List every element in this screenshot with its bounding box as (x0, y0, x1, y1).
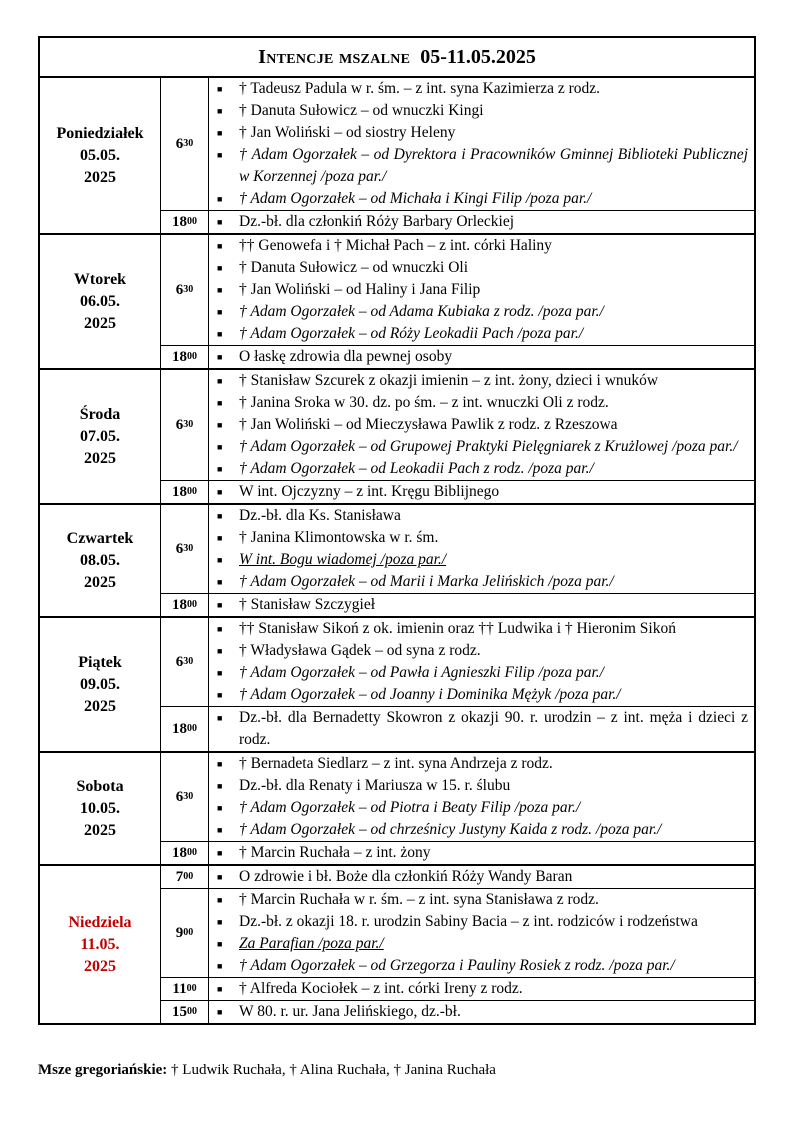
mass-time (161, 235, 209, 345)
mass-time (161, 481, 209, 503)
mass-minutes: 00 (183, 926, 194, 938)
mass-hour: 18 (172, 483, 187, 500)
mass-slots (161, 866, 754, 1023)
intention-text: Dz.-bł. z okazji 18. r. urodzin Sabiny Bacia – z int. rodziców i rodzeństwa (239, 913, 698, 930)
mass-slot (161, 370, 754, 481)
intention-item (217, 707, 748, 751)
intention-item (217, 458, 748, 480)
day-row (40, 866, 754, 1023)
mass-hour: 6 (175, 416, 184, 433)
day-year: 2025 (84, 314, 116, 332)
intention-list (209, 594, 754, 616)
title-prefix: Intencje mszalne (258, 46, 411, 68)
mass-minutes: 30 (183, 137, 194, 149)
square-bullet-icon: ■ (217, 917, 223, 927)
intention-text: † Adam Ogorzałek – od Marii i Marka Jelińskich /poza par./ (239, 573, 614, 590)
intention-text: † Janina Klimontowska w r. śm. (239, 529, 439, 546)
mass-time (161, 707, 209, 751)
mass-slots (161, 370, 754, 503)
intention-item (217, 414, 748, 436)
intention-text: † Adam Ogorzałek – od Piotra i Beaty Filip /poza par./ (239, 799, 581, 816)
intention-text: Dz.-bł. dla członkiń Róży Barbary Orleckiej (239, 213, 515, 230)
intention-item (217, 505, 748, 527)
day-row (40, 618, 754, 753)
square-bullet-icon: ■ (217, 939, 223, 949)
day-label (40, 618, 161, 751)
square-bullet-icon: ■ (217, 487, 223, 497)
day-row (40, 78, 754, 235)
intention-item (217, 1001, 748, 1023)
day-date: 05.05. (80, 146, 120, 164)
intention-list (209, 211, 754, 233)
square-bullet-icon: ■ (217, 84, 223, 94)
mass-minutes: 30 (183, 418, 194, 430)
footer-label: Msze gregoriańskie: (38, 1062, 168, 1078)
intention-text: † Adam Ogorzałek – od Grzegorza i Pauliny Rosiek z rodz. /poza par./ (239, 957, 675, 974)
mass-hour: 7 (175, 868, 184, 885)
intention-item (217, 866, 748, 888)
mass-slot (161, 481, 754, 503)
day-row (40, 235, 754, 370)
mass-hour: 6 (175, 281, 184, 298)
intention-item (217, 122, 748, 144)
intention-text: Za Parafian /poza par./ (239, 935, 384, 952)
mass-time (161, 978, 209, 1000)
mass-slots (161, 618, 754, 751)
square-bullet-icon: ■ (217, 128, 223, 138)
intention-item (217, 211, 748, 233)
intention-item (217, 527, 748, 549)
intention-item (217, 662, 748, 684)
day-date: 07.05. (80, 427, 120, 445)
intention-text: † Adam Ogorzałek – od Grupowej Praktyki Pielęgniarek z Krużlowej /poza par./ (239, 438, 738, 455)
day-name: Czwartek (66, 529, 134, 547)
mass-minutes: 00 (187, 215, 197, 227)
page-title (40, 38, 754, 78)
mass-hour: 9 (175, 924, 184, 941)
day-label (40, 235, 161, 368)
day-label (40, 505, 161, 616)
mass-minutes: 00 (183, 870, 194, 882)
intention-item (217, 684, 748, 706)
square-bullet-icon: ■ (217, 217, 223, 227)
intention-item (217, 955, 748, 977)
intention-item (217, 144, 748, 188)
intention-text: O zdrowie i bł. Boże dla członkiń Róży Wandy Baran (239, 868, 573, 885)
day-name: Poniedziałek (56, 124, 144, 142)
mass-slot (161, 753, 754, 842)
intention-text: † Jan Woliński – od siostry Heleny (239, 124, 456, 141)
intention-text: † Bernadeta Siedlarz – z int. syna Andrzeja z rodz. (239, 755, 553, 772)
intention-list (209, 78, 754, 210)
day-year: 2025 (84, 168, 116, 186)
mass-hour: 6 (175, 540, 184, 557)
mass-slot (161, 346, 754, 368)
square-bullet-icon: ■ (217, 150, 223, 160)
day-year: 2025 (84, 957, 116, 975)
day-date: 09.05. (80, 675, 120, 693)
mass-slots (161, 753, 754, 864)
square-bullet-icon: ■ (217, 668, 223, 678)
intention-item (217, 323, 748, 345)
intention-text: † Stanisław Szczygieł (239, 596, 376, 613)
day-name: Wtorek (73, 270, 127, 288)
intention-text: † Janina Sroka w 30. dz. po śm. – z int. wnuczki Oli z rodz. (239, 394, 609, 411)
square-bullet-icon: ■ (217, 555, 223, 565)
day-label (40, 78, 161, 233)
square-bullet-icon: ■ (217, 464, 223, 474)
square-bullet-icon: ■ (217, 577, 223, 587)
intention-text: † Adam Ogorzałek – od Dyrektora i Pracowników Gminnej Biblioteki Publicznej w Korzennej /poza par./ (239, 146, 748, 185)
day-name: Piątek (78, 653, 122, 671)
intentions-table (38, 36, 756, 1025)
intention-item (217, 775, 748, 797)
intention-text: † Adam Ogorzałek – od Róży Leokadii Pach /poza par./ (239, 325, 584, 342)
square-bullet-icon: ■ (217, 781, 223, 791)
square-bullet-icon: ■ (217, 420, 223, 430)
mass-slot (161, 707, 754, 751)
mass-time (161, 78, 209, 210)
square-bullet-icon: ■ (217, 624, 223, 634)
intention-text: W 80. r. ur. Jana Jelińskiego, dz.-bł. (239, 1003, 461, 1020)
intention-list (209, 618, 754, 706)
intention-list (209, 235, 754, 345)
intention-item (217, 978, 748, 1000)
intention-list (209, 1001, 754, 1023)
intention-list (209, 707, 754, 751)
mass-minutes: 30 (183, 655, 194, 667)
mass-minutes: 00 (187, 350, 197, 362)
day-date: 08.05. (80, 551, 120, 569)
day-row (40, 370, 754, 505)
day-date: 11.05. (80, 935, 120, 953)
mass-slot (161, 889, 754, 978)
intention-text: †† Genowefa i † Michał Pach – z int. córki Haliny (239, 237, 552, 254)
mass-time (161, 618, 209, 706)
intention-item (217, 594, 748, 616)
intention-list (209, 866, 754, 888)
mass-hour: 18 (172, 348, 187, 365)
square-bullet-icon: ■ (217, 759, 223, 769)
square-bullet-icon: ■ (217, 600, 223, 610)
intention-text: † Jan Woliński – od Haliny i Jana Filip (239, 281, 481, 298)
mass-hour: 6 (175, 788, 184, 805)
square-bullet-icon: ■ (217, 442, 223, 452)
square-bullet-icon: ■ (217, 285, 223, 295)
square-bullet-icon: ■ (217, 376, 223, 386)
mass-slot (161, 505, 754, 594)
square-bullet-icon: ■ (217, 307, 223, 317)
intention-list (209, 889, 754, 977)
mass-minutes: 00 (187, 485, 197, 497)
mass-time (161, 346, 209, 368)
day-label (40, 370, 161, 503)
intention-text: † Danuta Sułowicz – od wnuczki Kingi (239, 102, 484, 119)
intention-item (217, 257, 748, 279)
day-name: Sobota (76, 777, 124, 795)
intention-item (217, 392, 748, 414)
intention-list (209, 842, 754, 864)
square-bullet-icon: ■ (217, 352, 223, 362)
mass-hour: 18 (172, 213, 187, 230)
square-bullet-icon: ■ (217, 241, 223, 251)
mass-time (161, 594, 209, 616)
square-bullet-icon: ■ (217, 106, 223, 116)
day-row (40, 753, 754, 866)
intention-text: Dz.-bł. dla Renaty i Mariusza w 15. r. ślubu (239, 777, 511, 794)
intention-text: † Adam Ogorzałek – od chrześnicy Justyny Kaida z rodz. /poza par./ (239, 821, 662, 838)
intention-list (209, 346, 754, 368)
mass-minutes: 00 (187, 1005, 197, 1017)
intention-text: W int. Bogu wiadomej /poza par./ (239, 551, 447, 568)
intention-text: † Adam Ogorzałek – od Joanny i Dominika Mężyk /poza par./ (239, 686, 621, 703)
mass-slot (161, 978, 754, 1001)
day-row (40, 505, 754, 618)
square-bullet-icon: ■ (217, 895, 223, 905)
intention-list (209, 505, 754, 593)
square-bullet-icon: ■ (217, 872, 223, 882)
mass-slot (161, 235, 754, 346)
intention-item (217, 842, 748, 864)
intention-text: † Alfreda Kociołek – z int. córki Ireny z rodz. (239, 980, 523, 997)
day-name: Środa (79, 405, 121, 423)
mass-slot (161, 594, 754, 616)
square-bullet-icon: ■ (217, 713, 223, 723)
square-bullet-icon: ■ (217, 984, 223, 994)
intention-text: † Danuta Sułowicz – od wnuczki Oli (239, 259, 469, 276)
mass-slot (161, 78, 754, 211)
intention-text: † Adam Ogorzałek – od Pawła i Agnieszki Filip /poza par./ (239, 664, 604, 681)
intention-text: † Marcin Ruchała – z int. żony (239, 844, 431, 861)
mass-time (161, 1001, 209, 1023)
mass-hour: 6 (175, 135, 184, 152)
intention-text: W int. Ojczyzny – z int. Kręgu Biblijnego (239, 483, 500, 500)
square-bullet-icon: ■ (217, 825, 223, 835)
intention-text: † Adam Ogorzałek – od Michała i Kingi Filip /poza par./ (239, 190, 592, 207)
mass-minutes: 00 (187, 598, 197, 610)
day-year: 2025 (84, 697, 116, 715)
intention-item (217, 571, 748, 593)
intention-item (217, 819, 748, 841)
square-bullet-icon: ■ (217, 646, 223, 656)
intention-item (217, 235, 748, 257)
intention-text: † Jan Woliński – od Mieczysława Pawlik z rodz. z Rzeszowa (239, 416, 618, 433)
mass-time (161, 505, 209, 593)
mass-slots (161, 78, 754, 233)
intention-item (217, 797, 748, 819)
mass-hour: 18 (172, 844, 187, 861)
day-year: 2025 (84, 821, 116, 839)
mass-time (161, 370, 209, 480)
mass-slot (161, 842, 754, 864)
mass-minutes: 30 (183, 542, 194, 554)
intention-item (217, 481, 748, 503)
day-year: 2025 (84, 573, 116, 591)
day-year: 2025 (84, 449, 116, 467)
footer-text: † Ludwik Ruchała, † Alina Ruchała, † Janina Ruchała (171, 1062, 496, 1078)
intention-text: † Stanisław Szcurek z okazji imienin – z int. żony, dzieci i wnuków (239, 372, 659, 389)
day-name: Niedziela (68, 913, 132, 931)
mass-hour: 18 (172, 720, 187, 737)
mass-time (161, 866, 209, 888)
mass-slots (161, 505, 754, 616)
intention-text: O łaskę zdrowia dla pewnej osoby (239, 348, 453, 365)
mass-time (161, 753, 209, 841)
intention-item (217, 889, 748, 911)
mass-minutes: 30 (183, 790, 194, 802)
mass-slot (161, 211, 754, 233)
intention-text: † Władysława Gądek – od syna z rodz. (239, 642, 481, 659)
title-dates: 05-11.05.2025 (420, 46, 536, 68)
square-bullet-icon: ■ (217, 329, 223, 339)
intention-text: Dz.-bł. dla Ks. Stanisława (239, 507, 401, 524)
intention-item (217, 933, 748, 955)
mass-slot (161, 1001, 754, 1023)
mass-minutes: 00 (187, 846, 197, 858)
intention-text: †† Stanisław Sikoń z ok. imienin oraz †† Ludwika i † Hieronim Sikoń (239, 620, 676, 637)
square-bullet-icon: ■ (217, 1007, 223, 1017)
mass-slots (161, 235, 754, 368)
intention-item (217, 188, 748, 210)
intention-text: † Adam Ogorzałek – od Leokadii Pach z rodz. /poza par./ (239, 460, 594, 477)
square-bullet-icon: ■ (217, 848, 223, 858)
mass-time (161, 889, 209, 977)
intention-item (217, 279, 748, 301)
mass-minutes: 00 (187, 722, 197, 734)
square-bullet-icon: ■ (217, 803, 223, 813)
intention-item (217, 753, 748, 775)
mass-hour: 6 (175, 653, 184, 670)
mass-minutes: 00 (186, 982, 197, 994)
square-bullet-icon: ■ (217, 194, 223, 204)
intention-list (209, 370, 754, 480)
mass-hour: 15 (172, 1003, 187, 1020)
intention-item (217, 346, 748, 368)
mass-hour: 11 (172, 980, 187, 997)
day-label (40, 866, 161, 1023)
intention-text: † Tadeusz Padula w r. śm. – z int. syna Kazimierza z rodz. (239, 80, 601, 97)
square-bullet-icon: ■ (217, 533, 223, 543)
intention-item (217, 911, 748, 933)
intention-item (217, 370, 748, 392)
intention-item (217, 640, 748, 662)
intention-item (217, 301, 748, 323)
intention-item (217, 618, 748, 640)
mass-hour: 18 (172, 596, 187, 613)
days-container (40, 78, 754, 1023)
square-bullet-icon: ■ (217, 263, 223, 273)
mass-time (161, 211, 209, 233)
intention-list (209, 753, 754, 841)
intention-item (217, 436, 748, 458)
mass-slot (161, 618, 754, 707)
intention-text: † Marcin Ruchała w r. śm. – z int. syna Stanisława z rodz. (239, 891, 599, 908)
intention-list (209, 978, 754, 1000)
intention-text: † Adam Ogorzałek – od Adama Kubiaka z rodz. /poza par./ (239, 303, 604, 320)
intention-item (217, 549, 748, 571)
day-label (40, 753, 161, 864)
square-bullet-icon: ■ (217, 961, 223, 971)
intention-item (217, 78, 748, 100)
gregorian-masses-note (38, 1062, 496, 1079)
square-bullet-icon: ■ (217, 398, 223, 408)
square-bullet-icon: ■ (217, 511, 223, 521)
day-date: 10.05. (80, 799, 120, 817)
mass-time (161, 842, 209, 864)
square-bullet-icon: ■ (217, 690, 223, 700)
day-date: 06.05. (80, 292, 120, 310)
intention-list (209, 481, 754, 503)
intention-item (217, 100, 748, 122)
intention-text: Dz.-bł. dla Bernadetty Skowron z okazji 90. r. urodzin – z int. męża i dzieci z rodz. (239, 709, 748, 748)
mass-slot (161, 866, 754, 889)
mass-minutes: 30 (183, 283, 194, 295)
